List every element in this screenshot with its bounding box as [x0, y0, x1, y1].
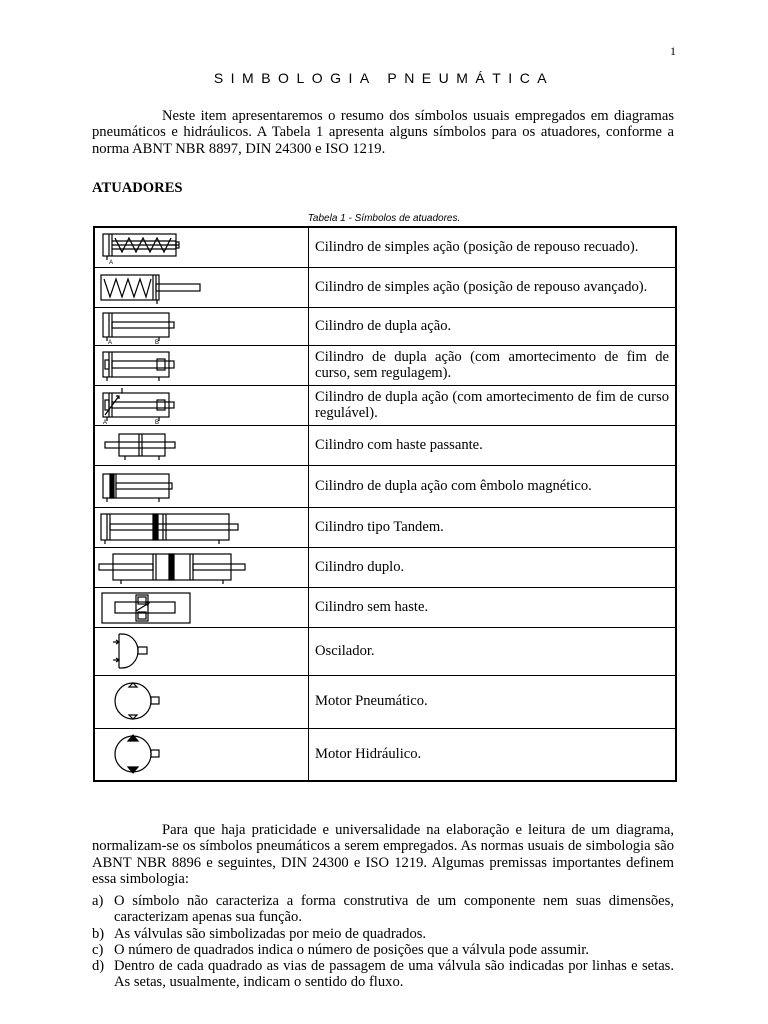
- row-description: Cilindro com haste passante.: [309, 425, 677, 465]
- row-description: Cilindro de dupla ação (com amortecimento de fim de curso regulável).: [309, 385, 677, 425]
- page-title: SIMBOLOGIA PNEUMÁTICA: [213, 70, 555, 86]
- list-item: [92, 926, 674, 942]
- row-description: Motor Pneumático.: [309, 675, 677, 728]
- table-row: [94, 627, 676, 675]
- table-row: [94, 425, 676, 465]
- port-label-a: A: [109, 260, 114, 267]
- table-row: [94, 547, 676, 587]
- row-description: Cilindro de simples ação (posição de repouso avançado).: [309, 267, 677, 307]
- port-label-a: A: [103, 420, 108, 424]
- pneumatic-motor-icon: [95, 676, 305, 727]
- single-acting-cylinder-retracted-icon: [95, 228, 305, 266]
- rodless-cylinder-icon: [95, 588, 305, 626]
- list-marker: c): [92, 941, 104, 958]
- port-label-b: B: [155, 420, 160, 424]
- list-item: [92, 942, 674, 958]
- table-row: [94, 227, 676, 267]
- hydraulic-motor-icon: [95, 729, 305, 780]
- table-row: [94, 345, 676, 385]
- table-caption: Tabela 1 - Símbolos de atuadores.: [307, 213, 461, 224]
- list-item: [92, 958, 674, 991]
- single-acting-cylinder-extended-icon: [95, 268, 305, 306]
- row-description: Cilindro de dupla ação com êmbolo magnético.: [309, 465, 677, 507]
- page-number: 1: [670, 44, 676, 58]
- list-marker: b): [92, 925, 105, 942]
- actuator-symbol-table: [93, 226, 677, 782]
- norms-paragraph-text: Para que haja praticidade e universalidade na elaboração e leitura de um diagrama, normalizam-se os símbolos pneumáticos a serem empregados. As normas usuais de simbologia são ABNT NBR 8896 e seguintes, DIN 24300 e ISO 1219. Algumas premissas importantes definem essa simbologia:: [92, 822, 674, 887]
- list-item-text: Dentro de cada quadrado as vias de passagem de uma válvula são indicadas por linhas e setas. As setas, usualmente, indicam o sentido do fluxo.: [114, 958, 674, 991]
- double-acting-cylinder-fixed-cushion-icon: [95, 346, 305, 384]
- table-row: [94, 675, 676, 728]
- row-description: Oscilador.: [309, 627, 677, 675]
- table-row: [94, 507, 676, 547]
- row-description: Cilindro sem haste.: [309, 587, 677, 627]
- oscillator-icon: [95, 628, 305, 674]
- row-description: Cilindro de dupla ação (com amortecimento de fim de curso, sem regulagem).: [309, 345, 677, 385]
- row-description: Cilindro de simples ação (posição de repouso recuado).: [309, 227, 677, 267]
- list-marker: d): [92, 958, 105, 975]
- row-description: Cilindro tipo Tandem.: [309, 507, 677, 547]
- through-rod-cylinder-icon: [95, 426, 305, 464]
- tandem-cylinder-icon: [95, 508, 305, 546]
- dual-cylinder-icon: [95, 548, 305, 586]
- table-row: [94, 385, 676, 425]
- table-row: [94, 728, 676, 781]
- norms-paragraph: [92, 822, 674, 887]
- list-marker: a): [92, 893, 104, 909]
- row-description: Cilindro duplo.: [309, 547, 677, 587]
- table-row: [94, 587, 676, 627]
- list-item-text: O símbolo não caracteriza a forma construtiva de um componente nem suas dimensões, caracterizam apenas sua função.: [114, 893, 674, 926]
- row-description: Cilindro de dupla ação.: [309, 307, 677, 345]
- list-item-text: As válvulas são simbolizadas por meio de quadrados.: [114, 925, 427, 942]
- row-description: Motor Hidráulico.: [309, 728, 677, 781]
- list-item: [92, 893, 674, 926]
- section-heading: ATUADORES: [92, 180, 183, 196]
- list-item-text: O número de quadrados indica o número de posições que a válvula pode assumir.: [114, 941, 589, 958]
- intro-paragraph: Neste item apresentaremos o resumo dos símbolos usuais empregados em diagramas pneumáticos e hidráulicos. A Tabela 1 apresenta alguns símbolos para os atuadores, conforme a norma ABNT NBR 8897, DIN 24300 e ISO 1219.: [92, 108, 674, 157]
- table-row: [94, 307, 676, 345]
- double-acting-cylinder-icon: [95, 308, 305, 344]
- double-acting-cylinder-adjustable-cushion-icon: [95, 386, 305, 424]
- premises-list: [92, 893, 674, 991]
- port-label-b: B: [155, 340, 160, 344]
- magnetic-piston-cylinder-icon: [95, 466, 305, 506]
- port-label-a: A: [108, 340, 113, 344]
- table-row: [94, 267, 676, 307]
- table-row: [94, 465, 676, 507]
